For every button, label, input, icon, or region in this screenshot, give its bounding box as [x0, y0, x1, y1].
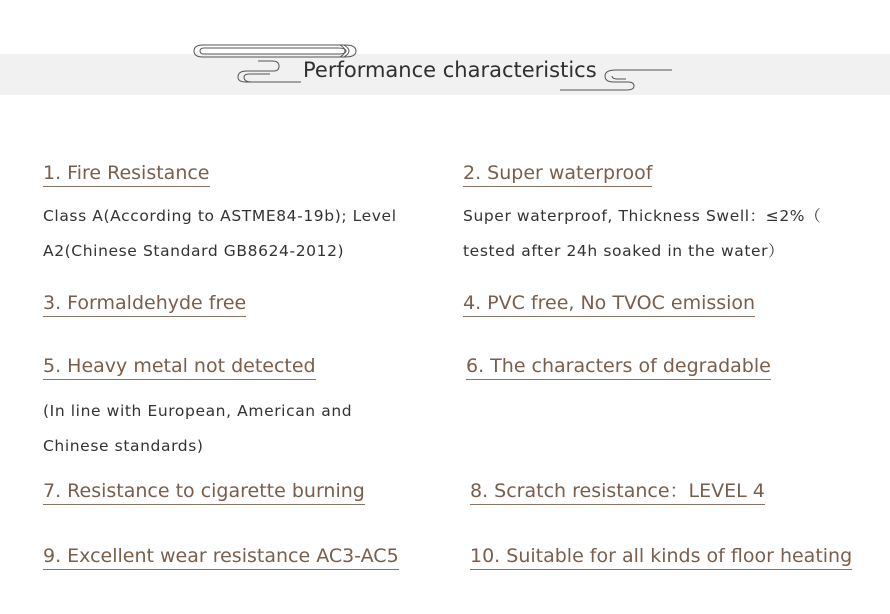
feature-heading-fire-resistance: 1. Fire Resistance — [43, 161, 210, 187]
feature-desc-super-waterproof-line1: Super waterproof, Thickness Swell：≤2%（ — [463, 207, 822, 225]
feature-desc-fire-resistance-line2: A2(Chinese Standard GB8624-2012) — [43, 242, 345, 260]
feature-heading-formaldehyde-free: 3. Formaldehyde free — [43, 291, 246, 317]
feature-desc-heavy-metal-line2: Chinese standards) — [43, 437, 204, 455]
feature-heading-degradable: 6. The characters of degradable — [466, 354, 771, 380]
feature-heading-heavy-metal: 5. Heavy metal not detected — [43, 354, 316, 380]
page-title: Performance characteristics — [303, 58, 597, 82]
feature-heading-wear-resistance: 9. Excellent wear resistance AC3-AC5 — [43, 544, 399, 570]
feature-desc-heavy-metal-line1: (In line with European, American and — [43, 402, 353, 420]
feature-heading-pvc-free: 4. PVC free, No TVOC emission — [463, 291, 755, 317]
feature-heading-floor-heating: 10. Suitable for all kinds of floor heating — [470, 544, 852, 570]
feature-desc-fire-resistance-line1: Class A(According to ASTME84-19b); Level — [43, 207, 397, 225]
feature-heading-scratch-resistance: 8. Scratch resistance：LEVEL 4 — [470, 479, 765, 505]
feature-desc-super-waterproof-line2: tested after 24h soaked in the water） — [463, 242, 785, 260]
feature-heading-cigarette-burning: 7. Resistance to cigarette burning — [43, 479, 365, 505]
feature-heading-super-waterproof: 2. Super waterproof — [463, 161, 652, 187]
